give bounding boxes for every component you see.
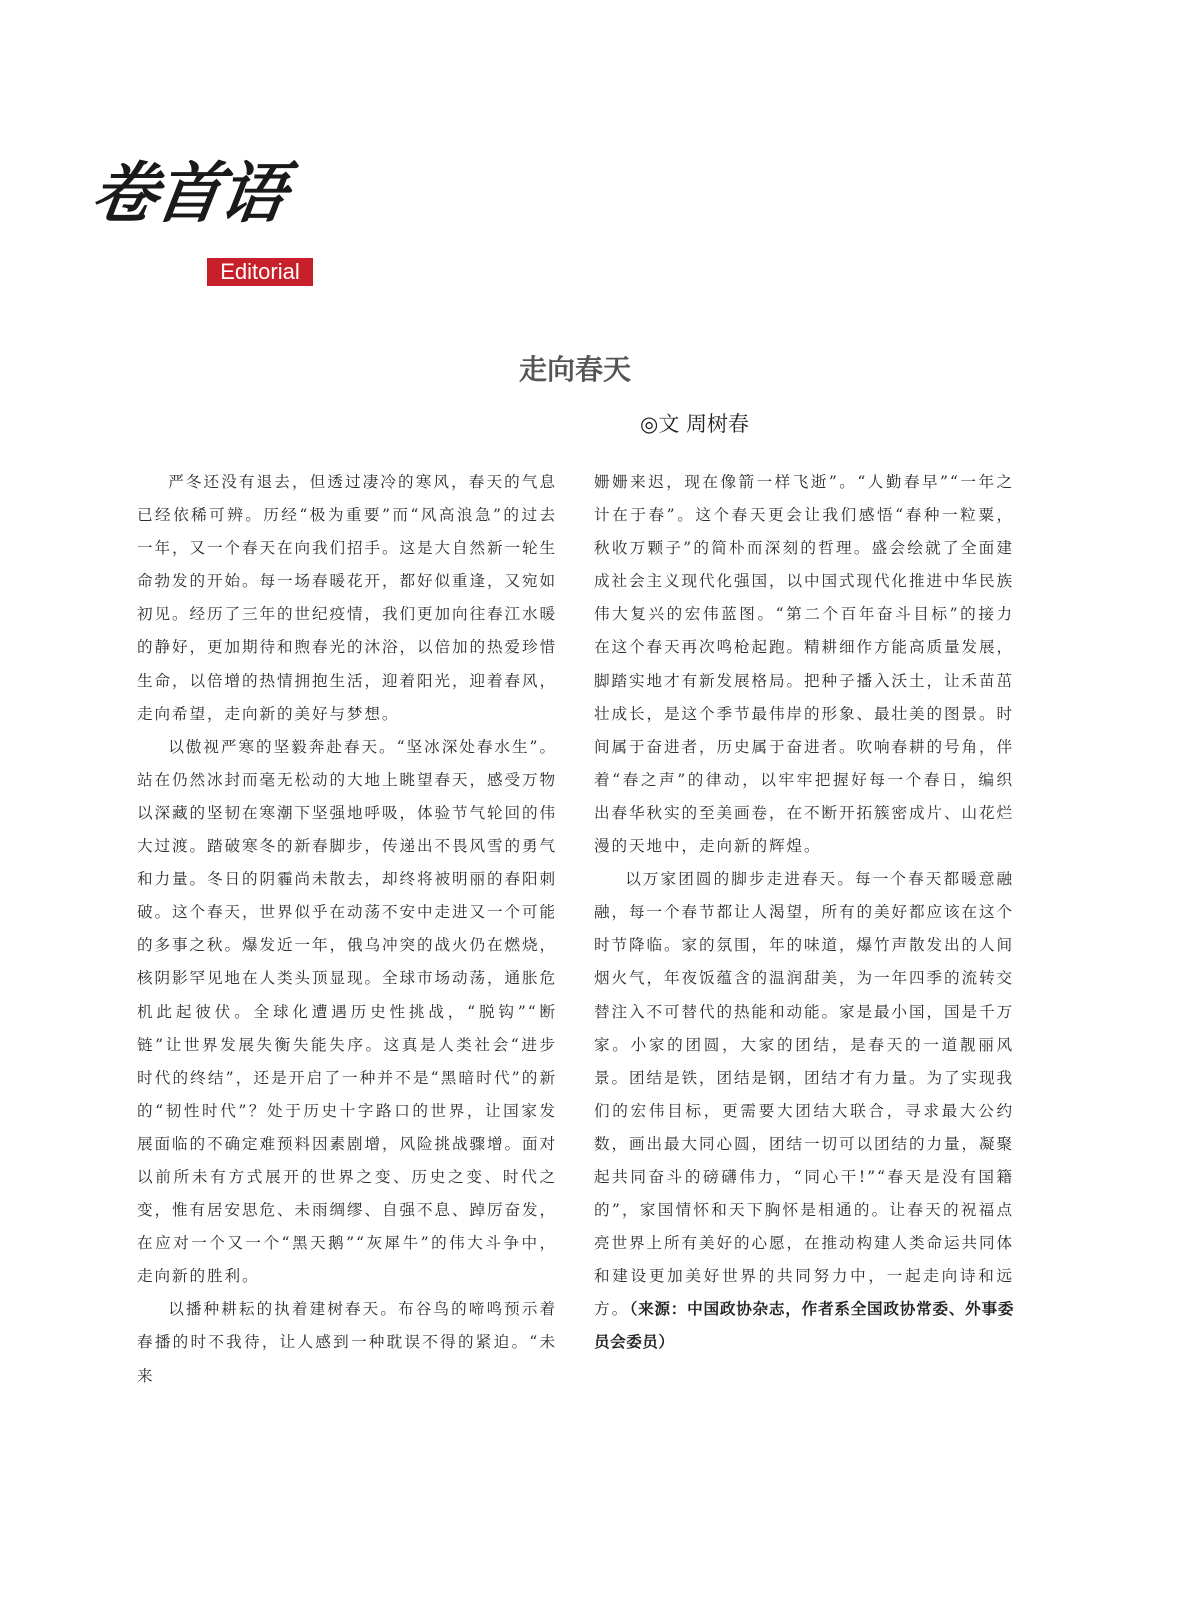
paragraph: 姗姗来迟，现在像箭一样飞逝”。“人勤春早”“一年之计在于春”。这个春天更会让我们感悟“春种一粒粟，秋收万颗子”的简朴而深刻的哲理。盛会绘就了全面建成社会主义现代化强国，以中国式现代化推进中华民族伟大复兴的宏伟蓝图。“第二个百年奋斗目标”的接力在这个春天再次鸣枪起跑。精耕细作方能高质量发展，脚踏实地才有新发展格局。把种子播入沃土，让禾苗茁壮成长，是这个季节最伟岸的形象、最壮美的图景。时间属于奋进者，历史属于奋进者。吹响春耕的号角，伴着“春之声”的律动，以牢牢把握好每一个春日，编织出春华秋实的至美画卷，在不断开拓簇密成片、山花烂漫的天地中，走向新的辉煌。 xyxy=(594,473,1014,856)
masthead-logo xyxy=(86,154,332,290)
article-byline: ◎文 周树春 xyxy=(640,412,749,436)
masthead-calligraphy: 卷首语 xyxy=(86,154,290,232)
paragraph: 以傲视严寒的坚毅奔赴春天。“坚冰深处春水生”。站在仍然冰封而毫无松动的大地上眺望春天，感受万物以深藏的坚韧在寒潮下坚强地呼吸，体验节气轮回的伟大过渡。踏破寒冬的新春脚步，传递出不畏风雪的勇气和力量。冬日的阴霾尚未散去，却终将被明丽的春阳刺破。这个春天，世界似乎在动荡不安中走进又一个可能的多事之秋。爆发近一年，俄乌冲突的战火仍在燃烧，核阴影罕见地在人类头顶显现。全球市场动荡，通胀危机此起彼伏。全球化遭遇历史性挑战，“脱钩”“断链”让世界发展失衡失能失序。这真是人类社会“进步时代的终结”，还是开启了一种并不是“黑暗时代”的新的“韧性时代”？处于历史十字路口的世界，让国家发展面临的不确定难预料因素剧增，风险挑战骤增。面对以前所未有方式展开的世界之变、历史之变、时代之变，惟有居安思危、未雨绸缪、自强不息、踔厉奋发，在应对一个又一个“黑天鹅”“灰犀牛”的伟大斗争中，走向新的胜利。 xyxy=(137,737,557,1286)
paragraph xyxy=(594,863,1014,1359)
right-column xyxy=(594,466,1014,1360)
left-column xyxy=(137,466,557,1393)
paragraph-text: 以万家团圆的脚步走进春天。每一个春天都暖意融融，每一个春节都让人渴望，所有的美好都应该在这个时节降临。家的氛围，年的味道，爆竹声散发出的人间烟火气，年夜饭蕴含的温润甜美，为一年四季的流转交替注入不可替代的热能和动能。家是最小国，国是千万家。小家的团圆，大家的团结，是春天的一道靓丽风景。团结是铁，团结是钢，团结才有力量。为了实现我们的宏伟目标，更需要大团结大联合，寻求最大公约数，画出最大同心圆，团结一切可以团结的力量，凝聚起共同奋斗的磅礴伟力，“同心干!”“春天是没有国籍的”，家国情怀和天下胸怀是相通的。让春天的祝福点亮世界上所有美好的心愿，在推动构建人类命运共同体和建设更加美好世界的共同努力中，一起走向诗和远方。 xyxy=(594,870,1014,1319)
source-note: （来源：中国政协杂志，作者系全国政协常委、外事委员会委员） xyxy=(594,1300,1014,1352)
article-title: 走向春天 xyxy=(518,353,631,386)
editorial-label: Editorial xyxy=(207,258,313,286)
paragraph: 以播种耕耘的执着建树春天。布谷鸟的啼鸣预示着春播的时不我待，让人感到一种耽误不得的紧迫。“未来 xyxy=(137,1300,557,1385)
paragraph: 严冬还没有退去，但透过凄冷的寒风，春天的气息已经依稀可辨。历经“极为重要”而“风高浪急”的过去一年，又一个春天在向我们招手。这是大自然新一轮生命勃发的开始。每一场春暖花开，都好似重逢，又宛如初见。经历了三年的世纪疫情，我们更加向往春江水暖的静好，更加期待和煦春光的沐浴，以倍加的热爱珍惜生命，以倍增的热情拥抱生活，迎着阳光，迎着春风，走向希望，走向新的美好与梦想。 xyxy=(137,473,557,723)
